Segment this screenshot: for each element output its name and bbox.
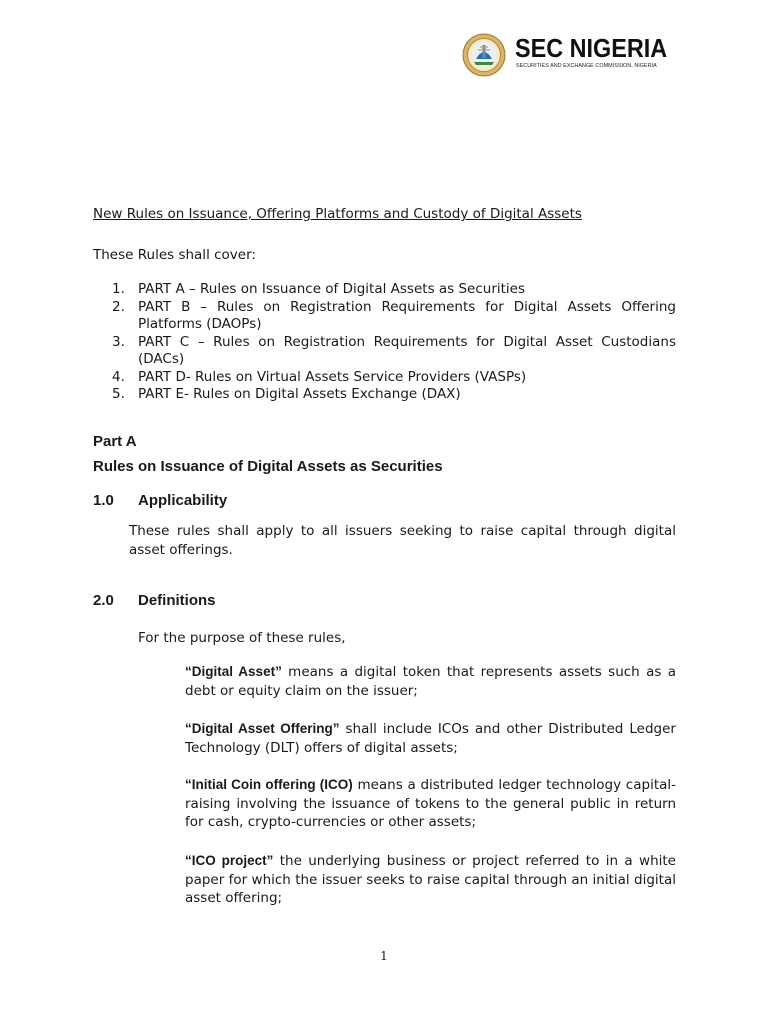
definition-item: [185, 776, 676, 832]
definition-item: [185, 663, 676, 700]
rules-list: [112, 281, 676, 404]
list-text: PART C – Rules on Registration Requirements for Digital Asset Custodians (DACs): [138, 333, 676, 367]
section-title: Applicability: [138, 492, 228, 509]
brand-subtitle: SECURITIES AND EXCHANGE COMMISSION, NIGERIA: [516, 63, 657, 69]
part-heading: Rules on Issuance of Digital Assets as Securities: [93, 458, 443, 475]
list-number: 4.: [112, 368, 125, 385]
page-number: 1: [380, 949, 388, 963]
brand-name: SEC NIGERIA: [515, 33, 668, 63]
definition-term: “Initial Coin offering (ICO): [185, 777, 353, 792]
list-item: [112, 369, 676, 387]
definition-text: shall include ICOs and other Distributed Ledger Technology (DLT) offers of digital assets;: [185, 721, 676, 756]
definition-item: [185, 720, 676, 757]
list-text: PART A – Rules on Issuance of Digital Assets as Securities: [138, 281, 526, 297]
list-number: 3.: [112, 333, 125, 350]
applicability-paragraph: These rules shall apply to all issuers seeking to raise capital through digital asset offerings.: [129, 523, 676, 558]
document-title: New Rules on Issuance, Offering Platforms and Custody of Digital Assets: [93, 206, 582, 222]
section-number: 1.0: [93, 492, 114, 509]
section-title: Definitions: [138, 592, 216, 609]
definition-text: means a distributed ledger technology capital-raising involving the issuance of tokens to the general public in return for cash, crypto-currencies or other assets;: [185, 777, 677, 830]
list-item: [112, 299, 676, 334]
definition-text: the underlying business or project referred to in a white paper for which the issuer seeks to raise capital through an initial digital asset offering;: [185, 853, 676, 906]
list-text: PART B – Rules on Registration Requirements for Digital Assets Offering Platforms (DAOPs): [138, 298, 676, 332]
list-item: [112, 334, 676, 369]
definitions-intro: For the purpose of these rules,: [138, 630, 346, 646]
definition-term: “Digital Asset”: [185, 664, 282, 679]
definition-term: “Digital Asset Offering”: [185, 721, 340, 736]
list-text: PART E- Rules on Digital Assets Exchange (DAX): [138, 386, 461, 402]
list-text: PART D- Rules on Virtual Assets Service Providers (VASPs): [138, 368, 527, 385]
definition-term: “ICO project”: [185, 853, 274, 868]
coat-of-arms-seal-icon: [462, 33, 506, 77]
list-item: [112, 386, 676, 404]
part-label: Part A: [93, 433, 137, 450]
list-number: 5.: [112, 386, 125, 402]
list-number: 1.: [112, 281, 125, 297]
list-item: [112, 281, 676, 299]
sec-nigeria-logo: [462, 33, 684, 77]
list-number: 2.: [112, 298, 125, 315]
section-number: 2.0: [93, 592, 114, 609]
intro-text: These Rules shall cover:: [93, 247, 256, 263]
definition-text: means a digital token that represents assets such as a debt or equity claim on the issuer;: [185, 664, 676, 699]
definition-item: [185, 852, 676, 908]
